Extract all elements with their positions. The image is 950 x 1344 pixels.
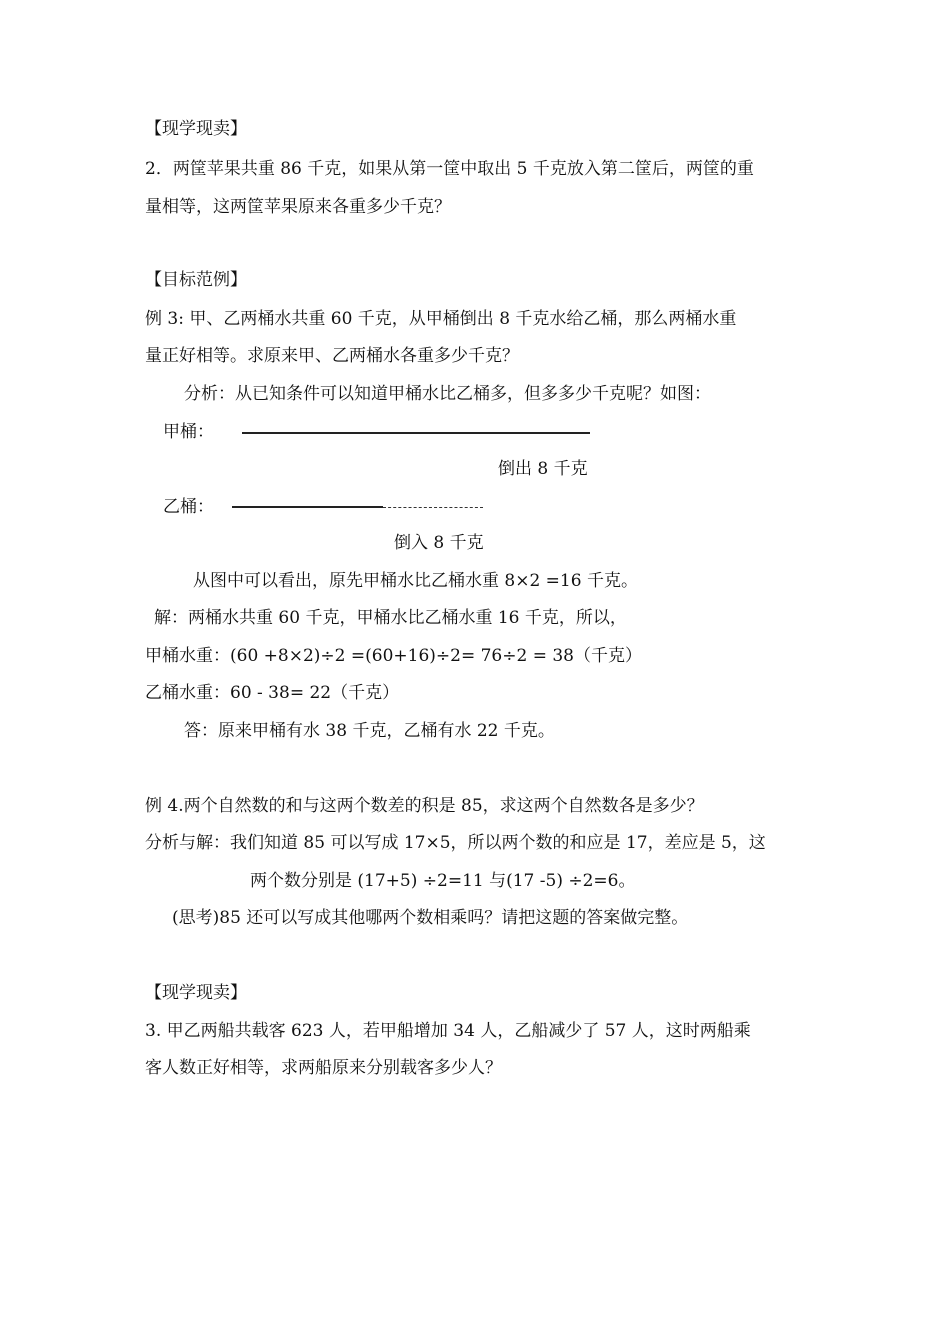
problem-3-line-2: 客人数正好相等，求两船原来分别载客多少人？ (145, 1058, 502, 1078)
yi-bucket-bar (232, 506, 383, 508)
jia-pour-out-note: 倒出 8 千克 (498, 459, 588, 479)
example-3-analysis: 分析：从已知条件可以知道甲桶水比乙桶多，但多多少千克呢？如图： (184, 384, 711, 404)
section-heading-practice-1: 【现学现卖】 (145, 119, 247, 139)
example-4-think: (思考)85 还可以写成其他哪两个数相乘吗？请把这题的答案做完整。 (172, 908, 689, 928)
jia-bucket-label: 甲桶： (163, 422, 214, 442)
problem-3-line-1: 3. 甲乙两船共载客 623 人，若甲船增加 34 人，乙船减少了 57 人，这时两船乘 (145, 1021, 751, 1041)
yi-bucket-added-bar (383, 507, 483, 508)
jia-bucket-bar (242, 432, 590, 434)
example-3-line-1: 例 3: 甲、乙两桶水共重 60 千克，从甲桶倒出 8 千克水给乙桶，那么两桶水重 (145, 309, 737, 329)
example-4-analysis-line-1: 分析与解：我们知道 85 可以写成 17×5，所以两个数的和应是 17，差应是 5，这 (145, 833, 766, 853)
example-3-line-2: 量正好相等。求原来甲、乙两桶水各重多少千克？ (145, 346, 519, 366)
yi-bucket-calculation: 乙桶水重：60 - 38= 22（千克） (145, 683, 400, 703)
jia-bucket-calculation: 甲桶水重：(60 +8×2)÷2 =(60+16)÷2= 76÷2 = 38（千克） (145, 646, 642, 666)
yi-bucket-label: 乙桶： (163, 497, 214, 517)
section-heading-example: 【目标范例】 (145, 270, 247, 290)
example-3-solution: 解：两桶水共重 60 千克，甲桶水比乙桶水重 16 千克，所以， (154, 608, 627, 628)
example-3-answer: 答：原来甲桶有水 38 千克，乙桶有水 22 千克。 (184, 721, 555, 741)
section-heading-practice-2: 【现学现卖】 (145, 983, 247, 1003)
problem-2-line-2: 量相等，这两筐苹果原来各重多少千克？ (145, 197, 451, 217)
example-4-analysis-line-2: 两个数分别是 (17+5) ÷2=11 与(17 -5) ÷2=6。 (250, 871, 636, 891)
problem-2-line-1: 2．两筐苹果共重 86 千克，如果从第一筐中取出 5 千克放入第二筐后，两筐的重 (145, 159, 754, 179)
yi-pour-in-note: 倒入 8 千克 (394, 533, 484, 553)
diagram-observation: 从图中可以看出，原先甲桶水比乙桶水重 8×2 =16 千克。 (193, 571, 638, 591)
example-4-question: 例 4.两个自然数的和与这两个数差的积是 85，求这两个自然数各是多少？ (145, 796, 704, 816)
